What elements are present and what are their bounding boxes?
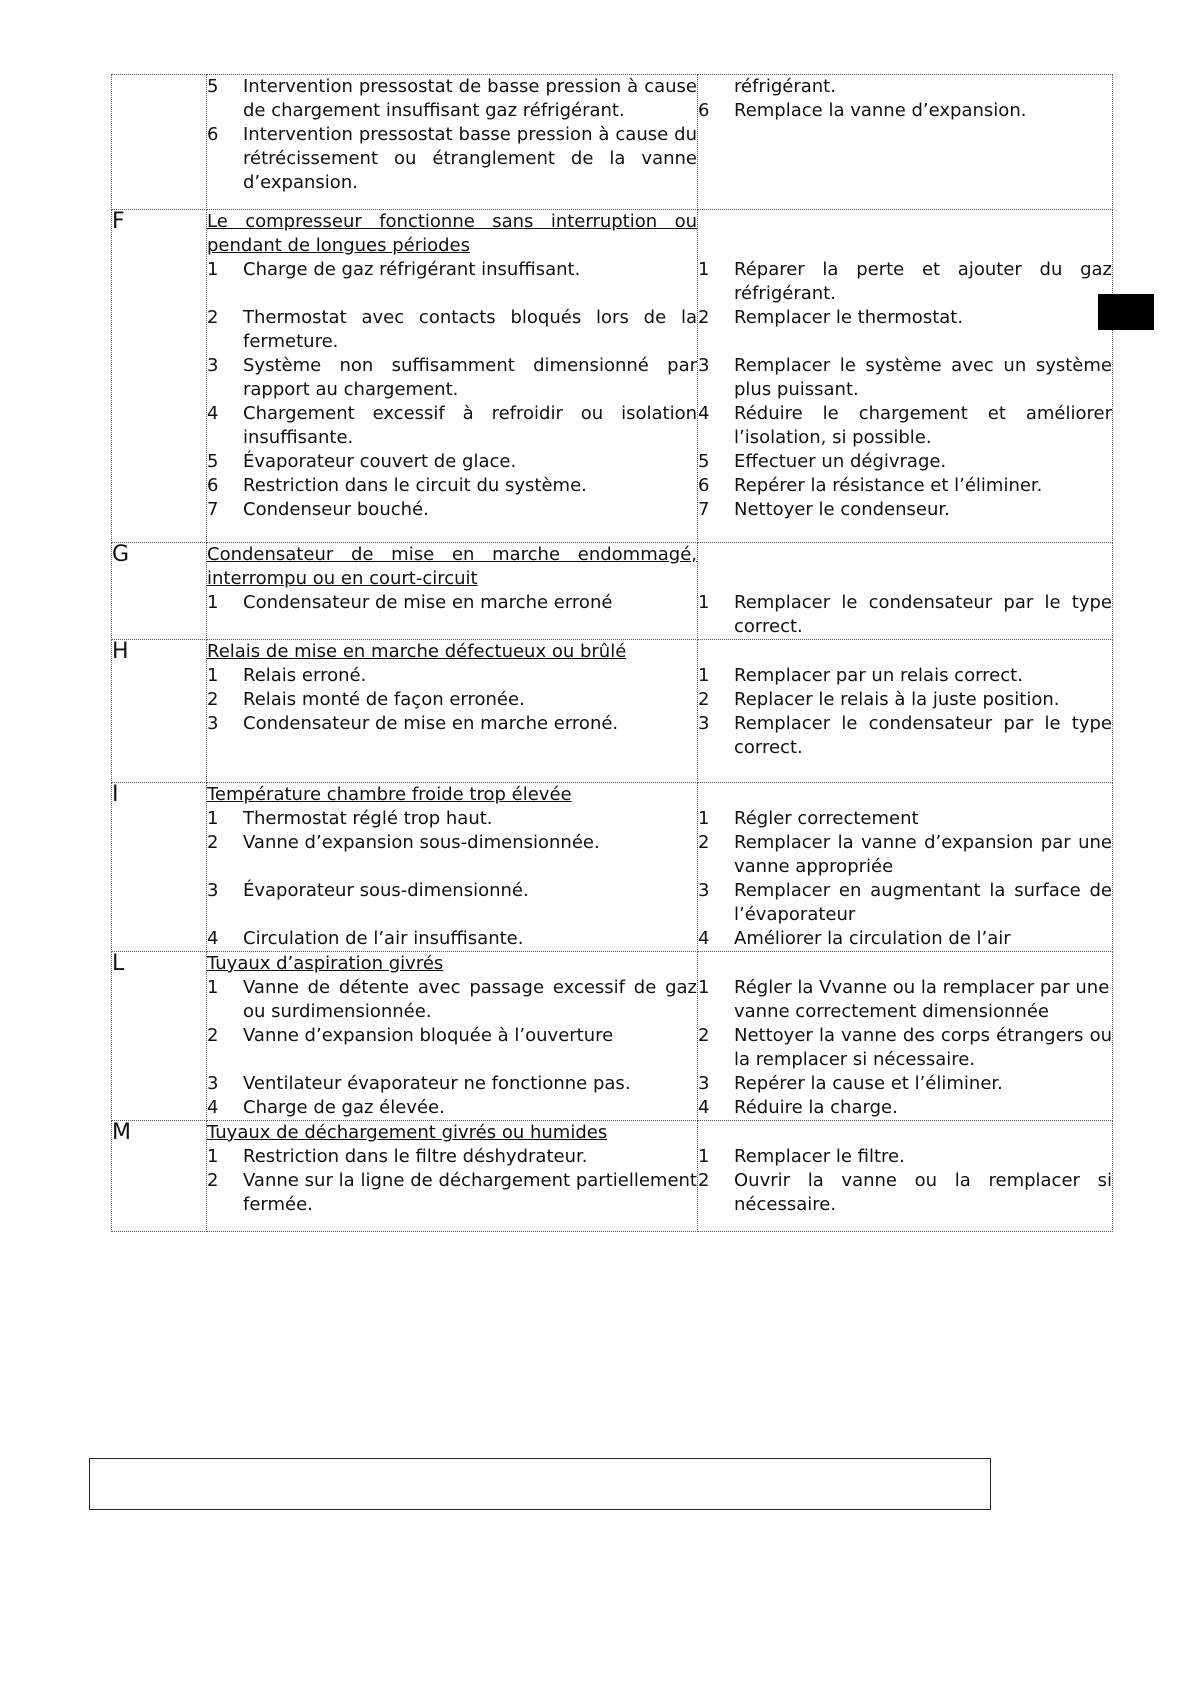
fault-letter: G bbox=[112, 543, 207, 640]
cause-cell bbox=[207, 1121, 698, 1232]
fault-heading: Température chambre froide trop élevée bbox=[207, 784, 572, 805]
troubleshooting-table bbox=[111, 74, 1113, 1232]
cause-item: 1 Vanne de détente avec passage excessif de gaz ou surdimensionnée. bbox=[207, 977, 697, 1022]
remedy-item: 4 Réduire la charge. bbox=[698, 1097, 898, 1118]
cause-item: 4 Circulation de l’air insuffisante. bbox=[207, 928, 524, 949]
cause-cell bbox=[207, 543, 698, 640]
table-row-g bbox=[112, 543, 1113, 640]
fault-letter: H bbox=[112, 640, 207, 783]
cause-item: 5 Intervention pressostat de basse pression à cause de chargement insuffisant gaz réfrigérant. bbox=[207, 76, 697, 121]
remedy-item: 1 Réparer la perte et ajouter du gaz réfrigérant. bbox=[698, 259, 1112, 304]
remedy-item: 3 Remplacer le condensateur par le type correct. bbox=[698, 713, 1112, 758]
fault-letter: L bbox=[112, 952, 207, 1121]
remedy-cell bbox=[698, 75, 1113, 210]
cause-item: 2 Vanne d’expansion sous-dimensionnée. bbox=[207, 832, 600, 853]
cause-item: 1 Restriction dans le filtre déshydrateur. bbox=[207, 1146, 588, 1167]
cause-item: 1 Condensateur de mise en marche erroné bbox=[207, 592, 613, 613]
fault-letter: F bbox=[112, 210, 207, 543]
remedy-item: réfrigérant. bbox=[734, 76, 836, 97]
remedy-item: 2 Ouvrir la vanne ou la remplacer si nécessaire. bbox=[698, 1170, 1112, 1215]
cause-item: 3 Ventilateur évaporateur ne fonctionne pas. bbox=[207, 1073, 631, 1094]
fault-heading: Condensateur de mise en marche endommagé, interrompu ou en court-circuit bbox=[207, 544, 697, 589]
table-row-l bbox=[112, 952, 1113, 1121]
section-tab-marker bbox=[1098, 294, 1154, 330]
remedy-item: 1 Remplacer le filtre. bbox=[698, 1146, 905, 1167]
footer-box bbox=[89, 1458, 991, 1510]
cause-item: 1 Relais erroné. bbox=[207, 665, 367, 686]
cause-item: 2 Vanne sur la ligne de déchargement partiellement fermée. bbox=[207, 1170, 697, 1215]
cause-cell bbox=[207, 210, 698, 543]
fault-letter: I bbox=[112, 783, 207, 952]
remedy-item: 6 Repérer la résistance et l’éliminer. bbox=[698, 475, 1043, 496]
remedy-cell bbox=[698, 1121, 1113, 1232]
cause-item: 1 Thermostat réglé trop haut. bbox=[207, 808, 493, 829]
cause-item: 1 Charge de gaz réfrigérant insuffisant. bbox=[207, 259, 581, 280]
remedy-item: 4 Améliorer la circulation de l’air bbox=[698, 928, 1011, 949]
cause-cell bbox=[207, 640, 698, 783]
remedy-item: 1 Remplacer le condensateur par le type correct. bbox=[698, 592, 1112, 637]
cause-cell bbox=[207, 783, 698, 952]
cause-cell bbox=[207, 952, 698, 1121]
remedy-item: 4 Réduire le chargement et améliorer l’isolation, si possible. bbox=[698, 403, 1112, 448]
cause-item: 4 Charge de gaz élevée. bbox=[207, 1097, 445, 1118]
remedy-cell bbox=[698, 640, 1113, 783]
cause-item: 4 Chargement excessif à refroidir ou isolation insuffisante. bbox=[207, 403, 697, 448]
cause-item: 2 Thermostat avec contacts bloqués lors de la fermeture. bbox=[207, 307, 697, 352]
remedy-item: 7 Nettoyer le condenseur. bbox=[698, 499, 950, 520]
table-row-h bbox=[112, 640, 1113, 783]
remedy-item: 3 Remplacer en augmentant la surface de l’évaporateur bbox=[698, 880, 1112, 925]
remedy-cell bbox=[698, 543, 1113, 640]
remedy-item: 1 Régler la Vvanne ou la remplacer par une vanne correctement dimensionnée bbox=[698, 977, 1110, 1022]
cause-item: 5 Évaporateur couvert de glace. bbox=[207, 451, 517, 472]
table-row-m bbox=[112, 1121, 1113, 1232]
fault-heading: Relais de mise en marche défectueux ou brûlé bbox=[207, 641, 627, 662]
cause-item: 6 Intervention pressostat basse pression à cause du rétrécissement ou étranglement de la vanne d’expansion. bbox=[207, 124, 697, 193]
fault-letter-cell bbox=[112, 75, 207, 210]
remedy-item: 1 Remplacer par un relais correct. bbox=[698, 665, 1023, 686]
remedy-item: 5 Effectuer un dégivrage. bbox=[698, 451, 947, 472]
cause-item: 2 Relais monté de façon erronée. bbox=[207, 689, 525, 710]
remedy-item: 3 Remplacer le système avec un système plus puissant. bbox=[698, 355, 1112, 400]
table-row-continuation bbox=[112, 75, 1113, 210]
remedy-item: 2 Nettoyer la vanne des corps étrangers ou la remplacer si nécessaire. bbox=[698, 1025, 1112, 1070]
fault-heading: Tuyaux de déchargement givrés ou humides bbox=[207, 1122, 608, 1143]
table-row-f bbox=[112, 210, 1113, 543]
remedy-cell bbox=[698, 783, 1113, 952]
cause-cell bbox=[207, 75, 698, 210]
remedy-cell bbox=[698, 952, 1113, 1121]
cause-item: 6 Restriction dans le circuit du système. bbox=[207, 475, 587, 496]
remedy-item: 2 Remplacer la vanne d’expansion par une vanne appropriée bbox=[698, 832, 1112, 877]
cause-item: 2 Vanne d’expansion bloquée à l’ouverture bbox=[207, 1025, 614, 1046]
remedy-item: 6 Remplace la vanne d’expansion. bbox=[698, 100, 1027, 121]
fault-heading: Le compresseur fonctionne sans interruption ou pendant de longues périodes bbox=[207, 211, 697, 256]
remedy-item: 2 Remplacer le thermostat. bbox=[698, 307, 964, 328]
fault-heading: Tuyaux d’aspiration givrés bbox=[207, 953, 444, 974]
cause-item: 3 Système non suffisamment dimensionné par rapport au chargement. bbox=[207, 355, 697, 400]
table-row-i bbox=[112, 783, 1113, 952]
remedy-item: 1 Régler correctement bbox=[698, 808, 919, 829]
cause-item: 7 Condenseur bouché. bbox=[207, 499, 429, 520]
fault-letter: M bbox=[112, 1121, 207, 1232]
remedy-item: 3 Repérer la cause et l’éliminer. bbox=[698, 1073, 1003, 1094]
remedy-cell bbox=[698, 210, 1113, 543]
remedy-item: 2 Replacer le relais à la juste position. bbox=[698, 689, 1060, 710]
cause-item: 3 Condensateur de mise en marche erroné. bbox=[207, 713, 619, 734]
cause-item: 3 Évaporateur sous-dimensionné. bbox=[207, 880, 529, 901]
